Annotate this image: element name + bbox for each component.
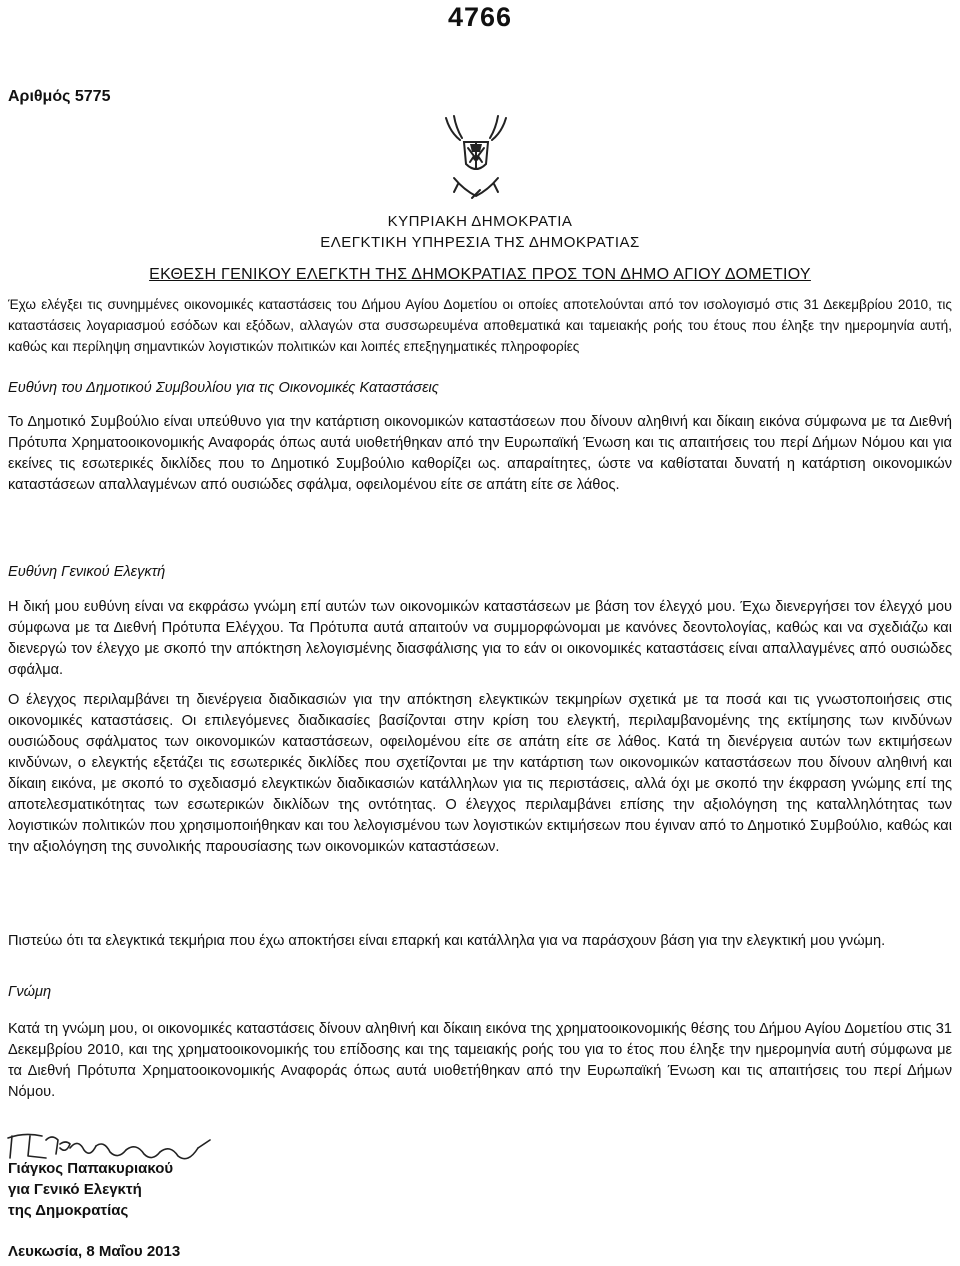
signatory-name: Γιάγκος Παπακυριακού [8,1160,174,1177]
sufficiency-paragraph: Πιστεύω ότι τα ελεγκτικά τεκμήρια που έχω αποκτήσει είναι επαρκή και κατάλληλα για να παράσχουν βάση για την ελεγκτική μου γνώμη. [8,933,886,949]
place-and-date: Λευκωσία, 8 Μαΐου 2013 [8,1243,181,1260]
auditor-responsibility-paragraph: Η δική μου ευθύνη είναι να εκφράσω γνώμη επί αυτών των οικονομικών καταστάσεων με βάση τον έλεγχό μου. Έχω διενεργήσει τον έλεγχό μου σύμφωνα με τα Διεθνή Πρότυπα Ελέγχου. Τα Πρότυπα αυτά απαιτούν να συμμορφώνομαι με κανόνες δεοντολογίας, καθώς και να σχεδιάζω και διενεργώ τον έλεγχο με σκοπό την απόκτηση λελογισμένης διασφάλισης για το εάν οι οικονομικές καταστάσεις είναι απαλλαγμένες από ουσιώδες σφάλμα. [8,599,952,678]
signature-block [8,1158,173,1221]
auditor-responsibility-heading: Ευθύνη Γενικού Ελεγκτή [8,564,166,580]
signatory-role-line-1: για Γενικό Ελεγκτή [8,1181,142,1198]
cyprus-coat-of-arms-icon [436,112,516,207]
report-title: ΕΚΘΕΣΗ ΓΕΝΙΚΟΥ ΕΛΕΓΚΤΗ ΤΗΣ ΔΗΜΟΚΡΑΤΙΑΣ ΠΡΟΣ ΤΟΝ ΔΗΜΟ ΑΓΙΟΥ ΔΟΜΕΤΙΟΥ [149,266,811,283]
intro-paragraph: Έχω ελέγξει τις συνημμένες οικονομικές καταστάσεις του Δήμου Αγίου Δομετίου οι οποίες αποτελούνται από τον ισολογισμό στις 31 Δεκεμβρίου 2010, τις καταστάσεις λογαριασμού εσόδων και εξόδων, αλλαγών στα συσσωρευμένα αποθεματικά και ταμειακής ροής του έτους που έληξε την ημερομηνία αυτή, καθώς και περίληψη σημαντικών λογιστικών πολιτικών και λοιπές επεξηγηματικές πληροφορίες [8,297,952,354]
audit-procedures-paragraph: Ο έλεγχος περιλαμβάνει τη διενέργεια διαδικασιών για την απόκτηση ελεγκτικών τεκμηρίων σχετικά με τα ποσά και τις γνωστοποιήσεις στις οικονομικές καταστάσεις. Οι επιλεγόμενες διαδικασίες βασίζονται στην κρίση του ελεγκτή, περιλαμβανομένης της εκτίμησης των κινδύνων ουσιώδους σφάλματος των οικονομικών καταστάσεων, οφειλομένου είτε σε απάτη είτε σε λάθος. Κατά τη διενέργεια αυτών των εκτιμήσεων κινδύνων, ο ελεγκτής εξετάζει τις εσωτερικές δικλίδες που σχετίζονται με την κατάρτιση των οικονομικών καταστάσεων που δίνουν αληθινή και δίκαιη εικόνα, με σκοπό το σχεδιασμό ελεγκτικών διαδικασιών κατάλληλων για τις περιστάσεις, αλλά όχι με σκοπό την έκφραση γνώμης επί της αποτελεσματικότητας των εσωτερικών δικλίδων της οντότητας. Ο έλεγχος περιλαμβάνει επίσης την αξιολόγηση της καταλληλότητας των λογιστικών πολιτικών που χρησιμοποιήθηκαν και του λελογισμένου των λογιστικών εκτιμήσεων που έγιναν από το Δημοτικό Συμβούλιο, καθώς και την αξιολόγηση της συνολικής παρουσίασης των οικονομικών καταστάσεων. [8,692,952,855]
opinion-paragraph: Κατά τη γνώμη μου, οι οικονομικές καταστάσεις δίνουν αληθινή και δίκαιη εικόνα της χρηματοοικονομικής θέσης του Δήμου Αγίου Δομετίου στις 31 Δεκεμβρίου 2010, και της χρηματοοικονομικής του επίδοσης και της ταμειακής ροής του για το έτος που έληξε την ημερομηνία αυτή σύμφωνα με τα Διεθνή Πρότυπα Χρηματοοικονομικής Αναφοράς όπως αυτά υιοθετήθηκαν από την Ευρωπαϊκή Ένωση και τις απαιτήσεις του περί Δήμων Νόμου. [8,1021,952,1100]
opinion-heading: Γνώμη [8,984,52,1000]
republic-heading: ΚΥΠΡΙΑΚΗ ΔΗΜΟΚΡΑΤΙΑ [387,213,573,230]
council-responsibility-paragraph: Το Δημοτικό Συμβούλιο είναι υπεύθυνο για την κατάρτιση οικονομικών καταστάσεων που δίνουν αληθινή και δίκαιη εικόνα σύμφωνα με τα Διεθνή Πρότυπα Χρηματοοικονομικής Αναφοράς όπως αυτά υιοθετήθηκαν από την Ευρωπαϊκή Ένωση και τις απαιτήσεις του περί Δήμων Νόμου και για εκείνες τις εσωτερικές δικλίδες που το Δημοτικό Συμβούλιο καθορίζει ως. απαραίτητες, ώστε να καθίσταται δυνατή η κατάρτιση οικονομικών καταστάσεων απαλλαγμένων από ουσιώδες σφάλμα, οφειλομένου είτε σε απάτη είτε σε λάθος. [8,414,952,493]
audit-service-heading: ΕΛΕΓΚΤΙΚΗ ΥΠΗΡΕΣΙΑ ΤΗΣ ΔΗΜΟΚΡΑΤΙΑΣ [320,234,640,251]
signatory-role-line-2: της Δημοκρατίας [8,1202,129,1219]
council-responsibility-heading: Ευθύνη του Δημοτικού Συμβουλίου για τις Οικονομικές Καταστάσεις [8,380,439,396]
document-number: Αριθμός 5775 [8,88,111,105]
page-number: 4766 [447,2,513,32]
